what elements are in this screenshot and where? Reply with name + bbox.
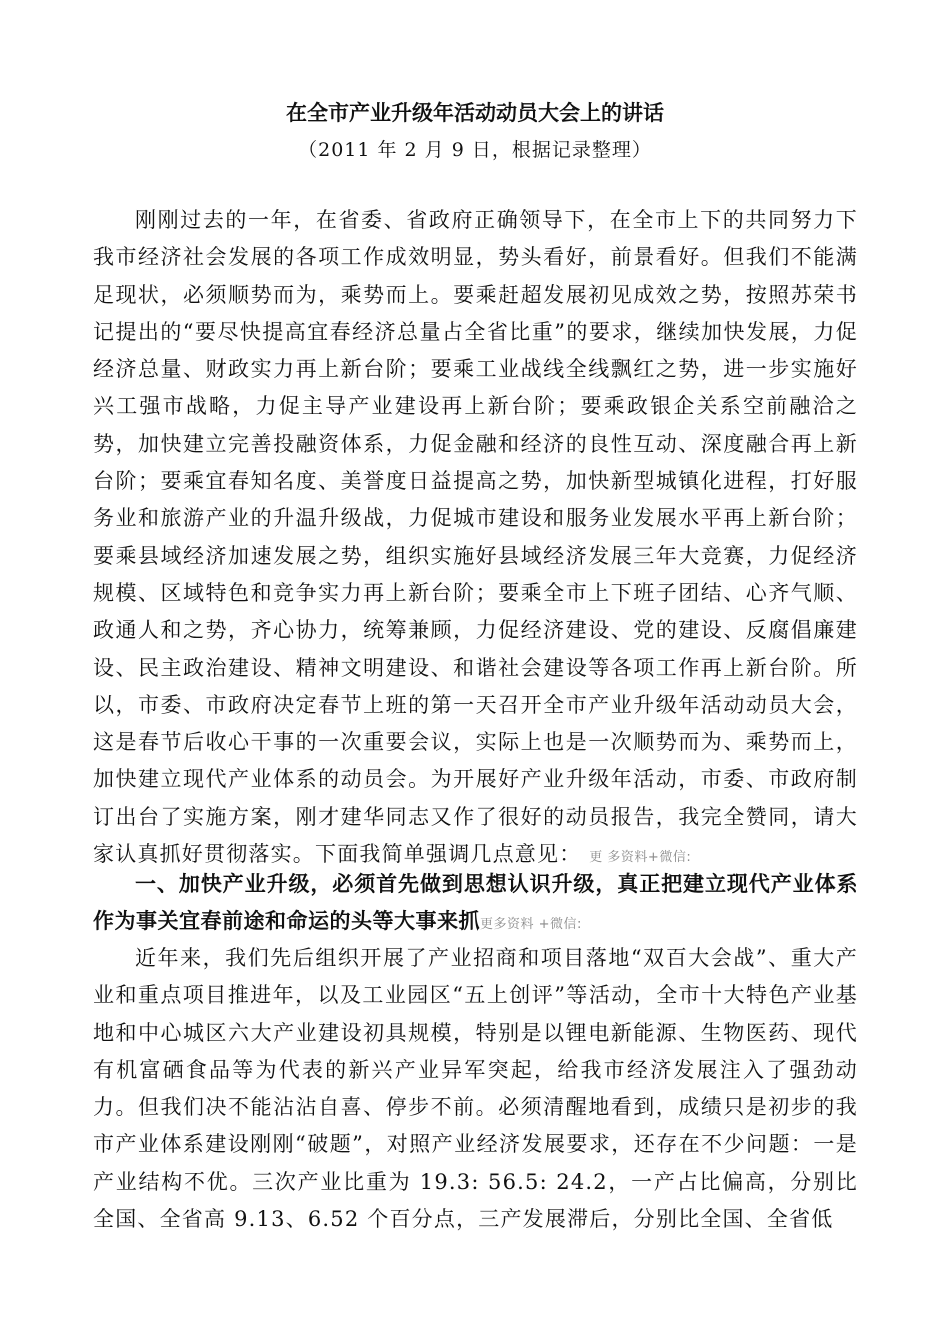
body-paragraph-2: 近年来，我们先后组织开展了产业招商和项目落地“双百大会战”、重大产业和重点项目推进年，以及工业园区“五上创评”等活动，全市十大特色产业基地和中心城区六大产业建设初具规模，特别是以锂电新能源、生物医药、现代有机富硒食品等为代表的新兴产业异军突起，给我市经济发展注入了强劲动力。但我们决不能沾沾自喜、停步不前。必须清醒地看到，成绩只是初步的我市产业体系建设刚刚“破题”，对照产业经济发展要求，还存在不少问题：一是产业结构不优。三次产业比重为 19.3: 56.5: 24.2，一产占比偏高，分别比全国、全省高 9.13、6.52 个百分点，三产发展滞后，分别比全国、全省低 (93, 946, 858, 1232)
document-title: 在全市产业升级年活动动员大会上的讲话 (286, 101, 664, 125)
watermark-note-2: 更多资料 +微信: (480, 917, 582, 933)
document-subtitle: （2011 年 2 月 9 日，根据记录整理） (298, 139, 652, 161)
watermark-note-1: 更 多资料+微信: (589, 850, 692, 866)
heading-1-text: 一、加快产业升级，必须首先做到思想认识升级，真正把建立现代产业体系作为事关宜春前途和命运的头等大事来抓 (93, 872, 858, 934)
section-heading-1 (93, 866, 858, 944)
body-paragraph-1 (93, 202, 858, 876)
paragraph-1-text: 刚刚过去的一年，在省委、省政府正确领导下，在全市上下的共同努力下我市经济社会发展的各项工作成效明显，势头看好，前景看好。但我们不能满足现状，必须顺势而为，乘势而上。要乘赶超发展初见成效之势，按照苏荣书记提出的“要尽快提高宜春经济总量占全省比重”的要求，继续加快发展，力促经济总量、财政实力再上新台阶；要乘工业战线全线飘红之势，进一步实施好兴工强市战略，力促主导产业建设再上新台阶；要乘政银企关系空前融洽之势，加快建立完善投融资体系，力促金融和经济的良性互动、深度融合再上新台阶；要乘宜春知名度、美誉度日益提高之势，加快新型城镇化进程，打好服务业和旅游产业的升温升级战，力促城市建设和服务业发展水平再上新台阶；要乘县域经济加速发展之势，组织实施好县域经济发展三年大竞赛，力促经济规模、区域特色和竞争实力再上新台阶；要乘全市上下班子团结、心齐气顺、政通人和之势，齐心协力，统筹兼顾，力促经济建设、党的建设、反腐倡廉建设、民主政治建设、精神文明建设、和谐社会建设等各项工作再上新台阶。所以，市委、市政府决定春节上班的第一天召开全市产业升级年活动动员大会，这是春节后收心干事的一次重要会议，实际上也是一次顺势而为、乘势而上，加快建立现代产业体系的动员会。为开展好产业升级年活动，市委、市政府制订出台了实施方案，刚才建华同志又作了很好的动员报告，我完全赞同，请大家认真抓好贯彻落实。下面我简单强调几点意见： (93, 208, 858, 867)
